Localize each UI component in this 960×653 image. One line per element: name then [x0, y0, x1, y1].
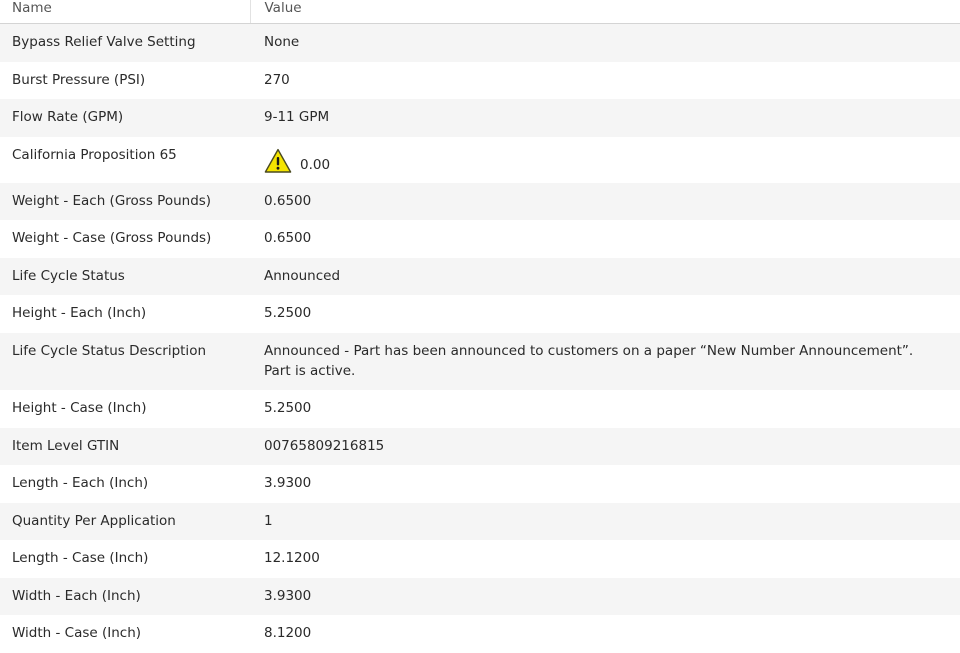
table-row [0, 295, 960, 333]
table-row [0, 220, 960, 258]
table-row [0, 137, 960, 183]
attribute-name-cell: Life Cycle Status [0, 258, 250, 296]
attribute-name-cell: Length - Case (Inch) [0, 540, 250, 578]
attribute-value-cell: 270 [250, 62, 960, 100]
attribute-name-cell: Weight - Case (Gross Pounds) [0, 220, 250, 258]
attribute-value-cell: Announced [250, 258, 960, 296]
table-row [0, 390, 960, 428]
attribute-value-cell: 8.1200 [250, 615, 960, 653]
attribute-name-cell: Bypass Relief Valve Setting [0, 24, 250, 62]
column-header-name[interactable]: Name [0, 0, 250, 24]
attribute-value-cell: 5.2500 [250, 295, 960, 333]
table-row [0, 615, 960, 653]
attribute-name-cell: Length - Each (Inch) [0, 465, 250, 503]
attribute-value-cell: 3.9300 [250, 465, 960, 503]
attribute-value-cell: 00765809216815 [250, 428, 960, 466]
attribute-value-cell: 5.2500 [250, 390, 960, 428]
attribute-value-cell: 3.9300 [250, 578, 960, 616]
table-row [0, 503, 960, 541]
attribute-name-cell: Burst Pressure (PSI) [0, 62, 250, 100]
column-header-value[interactable]: Value [250, 0, 960, 24]
table-row [0, 183, 960, 221]
table-row [0, 578, 960, 616]
table-row [0, 99, 960, 137]
table-row [0, 62, 960, 100]
table-row [0, 540, 960, 578]
table-header-row [0, 0, 960, 24]
table-row [0, 24, 960, 62]
attribute-name-cell: California Proposition 65 [0, 137, 250, 183]
attribute-value-cell: Announced - Part has been announced to customers on a paper “New Number Announcement”. Part is active. [250, 333, 960, 390]
attribute-name-cell: Life Cycle Status Description [0, 333, 250, 390]
attribute-value-cell: 12.1200 [250, 540, 960, 578]
attribute-name-cell: Height - Case (Inch) [0, 390, 250, 428]
table-body [0, 24, 960, 653]
warning-triangle-icon[interactable] [264, 148, 292, 174]
attribute-name-cell: Width - Case (Inch) [0, 615, 250, 653]
attribute-name-cell: Height - Each (Inch) [0, 295, 250, 333]
table-row [0, 428, 960, 466]
table-header [0, 0, 960, 24]
warning-value-group [264, 146, 942, 174]
attribute-value-cell: 0.6500 [250, 220, 960, 258]
attribute-name-cell: Width - Each (Inch) [0, 578, 250, 616]
attribute-name-cell: Weight - Each (Gross Pounds) [0, 183, 250, 221]
prop65-value: 0.00 [300, 156, 330, 176]
table-row [0, 258, 960, 296]
attribute-value-cell: None [250, 24, 960, 62]
attribute-value-cell: 9-11 GPM [250, 99, 960, 137]
table-row [0, 333, 960, 390]
attribute-name-cell: Item Level GTIN [0, 428, 250, 466]
table-row [0, 465, 960, 503]
attribute-value-cell: 0.6500 [250, 183, 960, 221]
attribute-value-cell [250, 137, 960, 183]
attribute-name-cell: Flow Rate (GPM) [0, 99, 250, 137]
attribute-value-cell: 1 [250, 503, 960, 541]
attribute-name-cell: Quantity Per Application [0, 503, 250, 541]
